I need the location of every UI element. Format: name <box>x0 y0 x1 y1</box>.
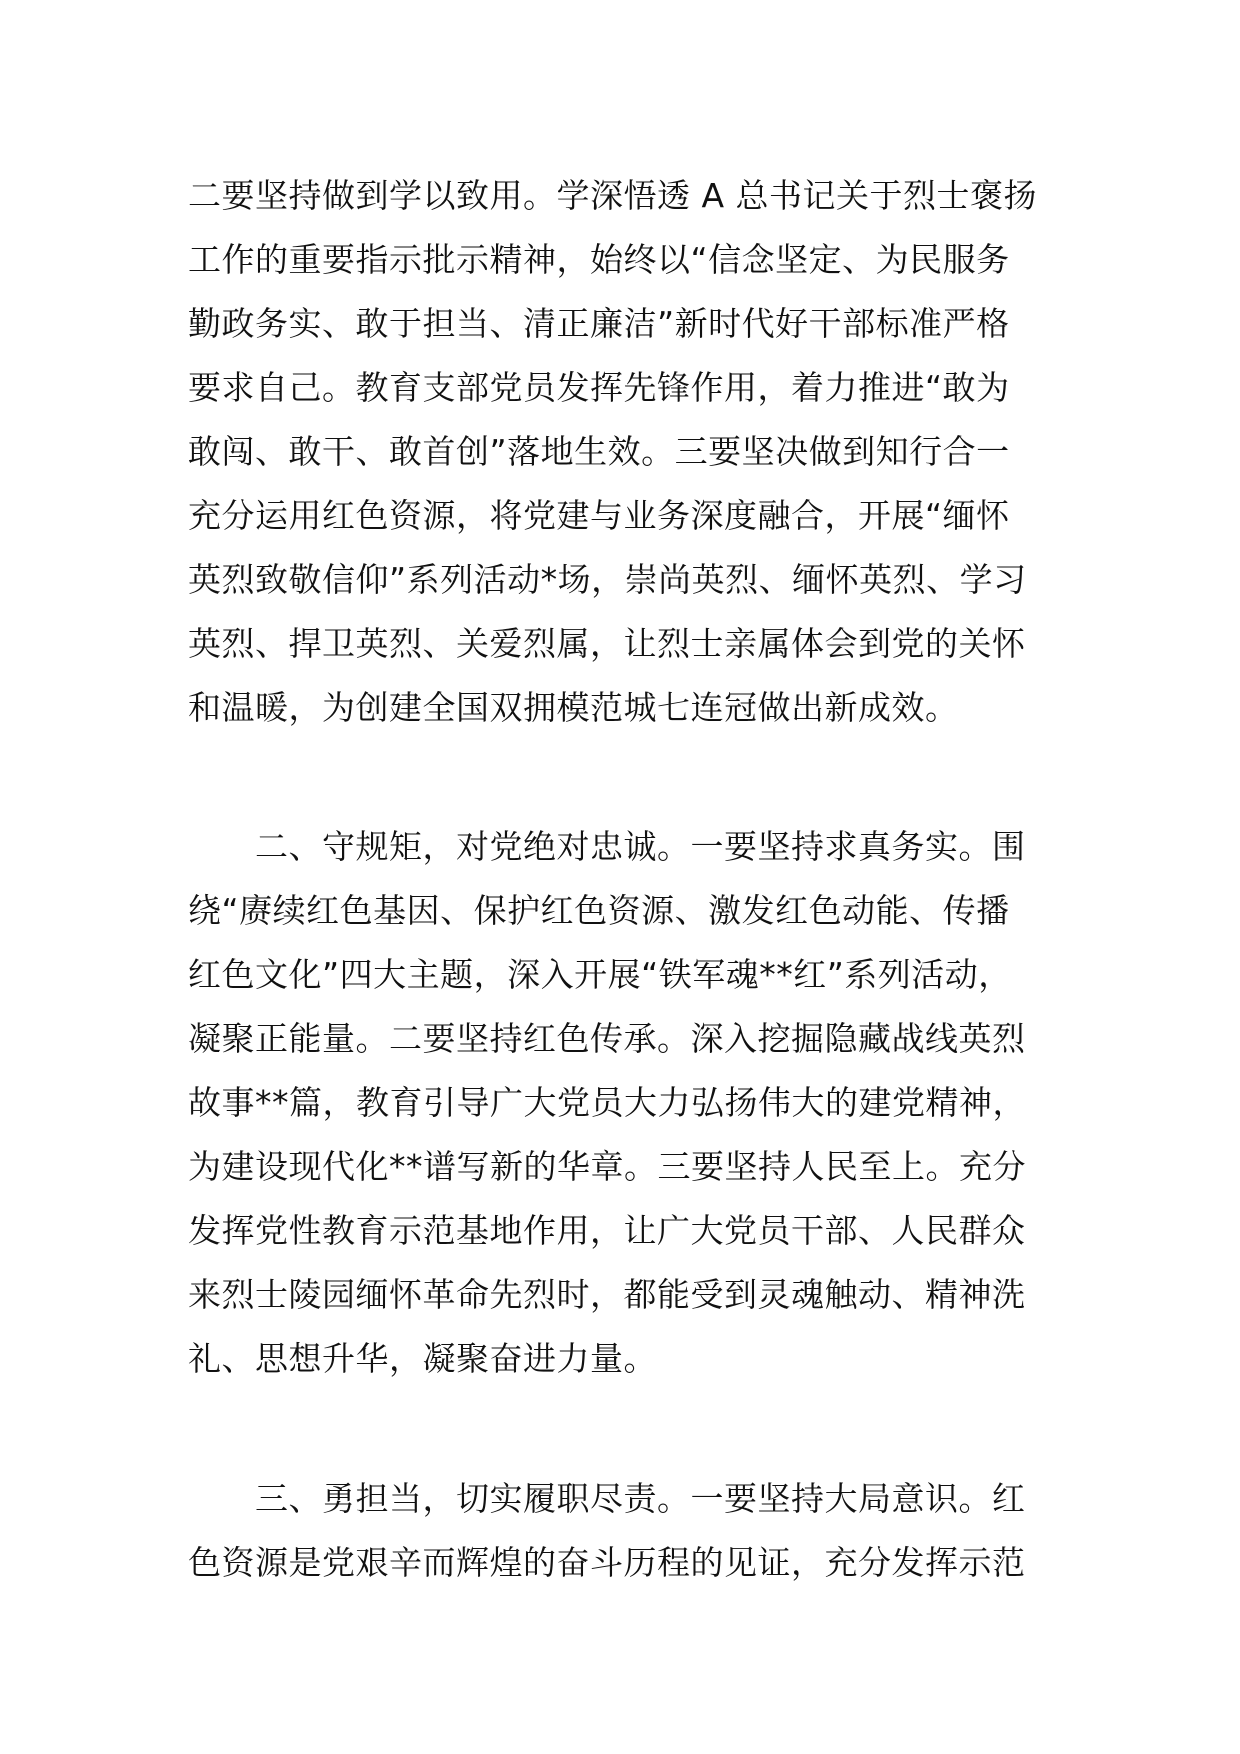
paragraph-study-and-apply <box>188 164 1088 740</box>
text-line: 和温暖，为创建全国双拥模范城七连冠做出新成效。 <box>188 688 959 727</box>
text-line: 为建设现代化**谱写新的华章。三要坚持人民至上。充分 <box>188 1147 1026 1186</box>
text-line: 英烈致敬信仰”系列活动*场，崇尚英烈、缅怀英烈、学习 <box>188 560 1027 599</box>
text-line: 要求自己。教育支部党员发挥先锋作用，着力推进“敢为 <box>188 368 1010 407</box>
text-line: 故事**篇，教育引导广大党员大力弘扬伟大的建党精神， <box>188 1083 1026 1122</box>
text-line: 英烈、捍卫英烈、关爱烈属，让烈士亲属体会到党的关怀 <box>188 624 1026 663</box>
text-line: 来烈士陵园缅怀革命先烈时，都能受到灵魂触动、精神洗 <box>188 1275 1026 1314</box>
paragraph-section-three <box>188 1467 1088 1595</box>
text-line: 二要坚持做到学以致用。学深悟透 A 总书记关于烈士褒扬 <box>188 176 1038 215</box>
text-line: 凝聚正能量。二要坚持红色传承。深入挖掘隐藏战线英烈 <box>188 1019 1026 1058</box>
text-line: 勤政务实、敢于担当、清正廉洁”新时代好干部标准严格 <box>188 304 1010 343</box>
text-line: 礼、思想升华，凝聚奋进力量。 <box>188 1339 657 1378</box>
text-line: 工作的重要指示批示精神，始终以“信念坚定、为民服务 <box>188 240 1010 279</box>
text-line: 充分运用红色资源，将党建与业务深度融合，开展“缅怀 <box>188 496 1010 535</box>
text-line: 绕“赓续红色基因、保护红色资源、激发红色动能、传播 <box>188 891 1010 930</box>
text-line: 敢闯、敢干、敢首创”落地生效。三要坚决做到知行合一 <box>188 432 1010 471</box>
text-line: 发挥党性教育示范基地作用，让广大党员干部、人民群众 <box>188 1211 1026 1250</box>
paragraph-section-two <box>188 815 1088 1391</box>
text-line: 红色文化”四大主题，深入开展“铁军魂**红”系列活动， <box>188 955 1012 994</box>
section-heading-line: 二、守规矩，对党绝对忠诚。一要坚持求真务实。围 <box>188 827 1026 866</box>
text-line: 色资源是党艰辛而辉煌的奋斗历程的见证，充分发挥示范 <box>188 1543 1026 1582</box>
section-heading-line: 三、勇担当，切实履职尽责。一要坚持大局意识。红 <box>188 1479 1026 1518</box>
